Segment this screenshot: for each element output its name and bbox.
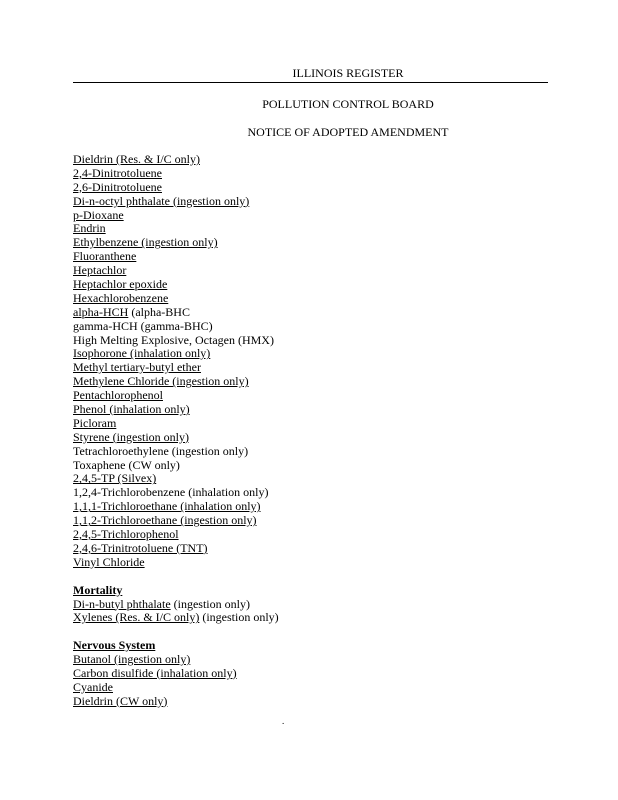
list-item — [73, 209, 553, 223]
list-item — [73, 681, 553, 695]
list-item — [73, 472, 553, 486]
list-item-underlined-text: 1,1,1-Trichloroethane (inhalation only) — [73, 499, 261, 514]
list-item — [73, 320, 553, 334]
footer-mark: . — [282, 716, 285, 726]
list-item-plain-text: Tetrachloroethylene (ingestion only) — [73, 443, 249, 458]
list-item — [73, 334, 553, 348]
list-item-underlined-text: 2,4,6-Trinitrotoluene (TNT) — [73, 540, 208, 555]
spacer — [73, 570, 553, 584]
list-item — [73, 417, 553, 431]
list-item — [73, 542, 553, 556]
list-item — [73, 264, 553, 278]
list-item-plain-text: Toxaphene (CW only) — [73, 457, 180, 472]
list-item — [73, 486, 553, 500]
list-item-underlined-text: Picloram — [73, 415, 117, 430]
list-item — [73, 695, 553, 709]
header-rule — [73, 82, 548, 83]
list-item-underlined-text: Vinyl Chloride — [73, 554, 145, 569]
list-item-underlined-text: Ethylbenzene (ingestion only) — [73, 235, 218, 250]
list-item-underlined-text: alpha-HCH — [73, 304, 129, 319]
list-item-underlined-text: Butanol (ingestion only) — [73, 652, 191, 667]
list-item-underlined-text: Isophorone (inhalation only) — [73, 346, 211, 361]
list-item — [73, 181, 553, 195]
list-item-underlined-text: Methylene Chloride (ingestion only) — [73, 374, 249, 389]
list-item — [73, 598, 553, 612]
list-item — [73, 361, 553, 375]
list-item-plain-text: (ingestion only) — [170, 596, 250, 611]
list-item-plain-text: (alpha-BHC — [128, 304, 190, 319]
list-item — [73, 389, 553, 403]
list-item-underlined-text: 1,1,2-Trichloroethane (ingestion only) — [73, 513, 257, 528]
mortality-list — [73, 598, 553, 626]
list-item-underlined-text: Hexachlorobenzene — [73, 290, 169, 305]
section-heading-mortality: Mortality — [73, 582, 123, 597]
list-item-underlined-text: Dieldrin (Res. & I/C only) — [73, 152, 200, 166]
list-item-plain-text: (ingestion only) — [199, 610, 279, 625]
spacer — [73, 625, 553, 639]
register-title: ILLINOIS REGISTER — [292, 66, 404, 80]
document-body — [73, 153, 553, 709]
list-item — [73, 653, 553, 667]
list-item — [73, 153, 553, 167]
list-item — [73, 236, 553, 250]
list-item-underlined-text: Phenol (inhalation only) — [73, 402, 190, 417]
list-item — [73, 667, 553, 681]
list-item-underlined-text: 2,6-Dinitrotoluene — [73, 179, 162, 194]
list-item-plain-text: gamma-HCH (gamma-BHC) — [73, 318, 213, 333]
list-item-underlined-text: Styrene (ingestion only) — [73, 429, 189, 444]
list-item-plain-text: 1,2,4-Trichlorobenzene (inhalation only) — [73, 485, 269, 500]
list-item — [73, 500, 553, 514]
notice-title: NOTICE OF ADOPTED AMENDMENT — [247, 125, 449, 139]
list-item — [73, 528, 553, 542]
list-item-underlined-text: Xylenes (Res. & I/C only) — [73, 610, 200, 625]
list-item — [73, 222, 553, 236]
list-item — [73, 278, 553, 292]
list-item — [73, 556, 553, 570]
list-item — [73, 250, 553, 264]
list-item-underlined-text: 2,4,5-TP (Silvex) — [73, 471, 157, 486]
list-item-plain-text: High Melting Explosive, Octagen (HMX) — [73, 332, 274, 347]
nervous-system-list — [73, 653, 553, 709]
chemical-list — [73, 153, 553, 570]
list-item — [73, 167, 553, 181]
list-item — [73, 445, 553, 459]
section-heading-nervous-system: Nervous System — [73, 638, 156, 653]
list-item-underlined-text: Fluoranthene — [73, 249, 137, 264]
list-item — [73, 514, 553, 528]
list-item — [73, 347, 553, 361]
list-item — [73, 375, 553, 389]
board-name: POLLUTION CONTROL BOARD — [262, 97, 434, 111]
list-item — [73, 459, 553, 473]
list-item-underlined-text: Di-n-butyl phthalate — [73, 596, 171, 611]
list-item — [73, 306, 553, 320]
list-item — [73, 292, 553, 306]
list-item — [73, 403, 553, 417]
list-item — [73, 195, 553, 209]
list-item-underlined-text: Endrin — [73, 221, 106, 236]
list-item — [73, 611, 553, 625]
list-item-underlined-text: p-Dioxane — [73, 207, 124, 222]
list-item-underlined-text: 2,4-Dinitrotoluene — [73, 165, 162, 180]
list-item-underlined-text: Methyl tertiary-butyl ether — [73, 360, 201, 375]
list-item-underlined-text: Cyanide — [73, 679, 113, 694]
list-item-underlined-text: Dieldrin (CW only) — [73, 693, 168, 708]
list-item-underlined-text: 2,4,5-Trichlorophenol — [73, 527, 179, 542]
list-item-underlined-text: Di-n-octyl phthalate (ingestion only) — [73, 193, 250, 208]
list-item-underlined-text: Heptachlor epoxide — [73, 277, 168, 292]
list-item — [73, 431, 553, 445]
list-item-underlined-text: Carbon disulfide (inhalation only) — [73, 665, 237, 680]
list-item-underlined-text: Pentachlorophenol — [73, 388, 163, 403]
list-item-underlined-text: Heptachlor — [73, 263, 127, 278]
